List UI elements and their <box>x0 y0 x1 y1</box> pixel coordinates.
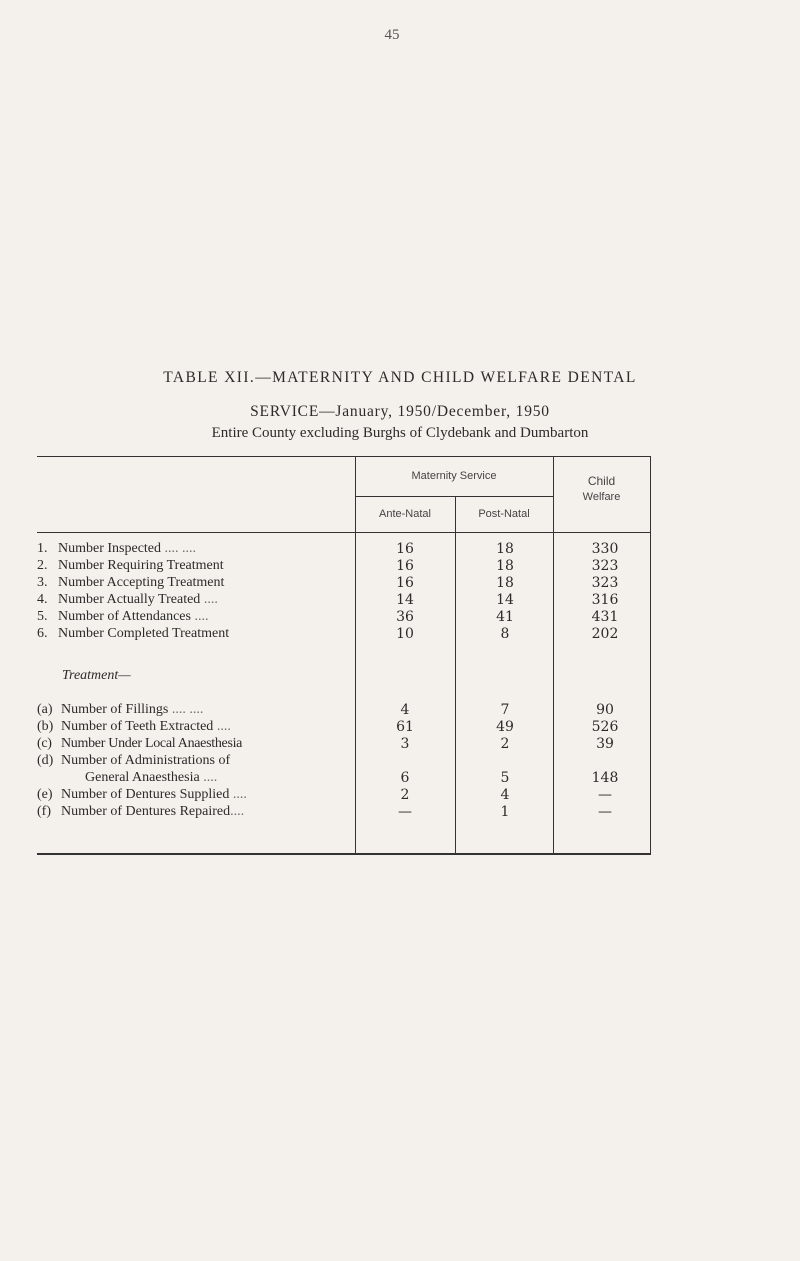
row-number: 3. <box>37 575 48 590</box>
cell-post-natal: 14 <box>496 592 514 608</box>
header-ante-natal: Ante-Natal <box>379 508 431 520</box>
cell-post-natal: 18 <box>496 558 514 574</box>
row-number: (d) <box>37 753 54 768</box>
row-number: 2. <box>37 558 48 573</box>
cell-ante-natal: 16 <box>396 575 414 591</box>
cell-post-natal: 5 <box>500 770 510 786</box>
header-child: Child <box>587 474 616 488</box>
row-text: Number of Dentures Supplied <box>61 787 230 802</box>
row-text: Number Inspected <box>58 541 162 556</box>
cell-child-welfare: 90 <box>596 702 614 718</box>
cell-ante-natal: 3 <box>400 736 410 752</box>
row-text: Number Completed Treatment <box>58 626 230 641</box>
row-label <box>37 609 359 625</box>
title-line-1: TABLE XII.—MATERNITY AND CHILD WELFARE DENTAL <box>163 369 637 386</box>
cell-ante-natal: 10 <box>396 626 414 642</box>
header-maternity: Maternity Service <box>411 470 497 482</box>
row-text: Number Accepting Treatment <box>58 575 225 590</box>
header-child-welfare <box>553 474 650 505</box>
area-description: Entire County excluding Burghs of Clydebank and Dumbarton <box>211 425 589 441</box>
treatment-heading: Treatment— <box>62 668 131 683</box>
cell-child-welfare: — <box>598 804 612 820</box>
leader-dots: .... .... <box>161 541 197 556</box>
cell-child-welfare: 431 <box>591 609 619 625</box>
cell-child-welfare: 330 <box>591 541 619 557</box>
table-top-rule <box>37 456 651 457</box>
row-number: (f) <box>37 804 51 819</box>
cell-ante-natal: 6 <box>400 770 410 786</box>
row-label <box>37 804 359 820</box>
cell-post-natal: 18 <box>496 541 514 557</box>
header-post-natal: Post-Natal <box>478 508 530 520</box>
leader-dots: .... <box>200 592 218 607</box>
cell-ante-natal: 2 <box>400 787 410 803</box>
page-number: 45 <box>384 27 400 43</box>
cell-child-welfare: 323 <box>591 575 619 591</box>
row-label <box>37 719 359 735</box>
cell-ante-natal: 16 <box>396 558 414 574</box>
row-text: Number Under Local Anaesthesia <box>61 736 243 751</box>
cell-child-welfare: — <box>598 787 612 803</box>
cell-post-natal: 41 <box>496 609 514 625</box>
leader-dots: .... <box>199 770 218 785</box>
dental-service-table <box>37 456 651 856</box>
row-text: Number Actually Treated <box>58 592 201 607</box>
row-number: 6. <box>37 626 48 641</box>
row-text: Number Requiring Treatment <box>58 558 224 573</box>
row-number: 5. <box>37 609 48 624</box>
row-label <box>37 592 359 608</box>
row-label <box>37 626 359 642</box>
row-text: Number of Dentures Repaired <box>61 804 231 819</box>
header-welfare: Welfare <box>582 491 621 503</box>
row-label <box>37 702 359 718</box>
leader-dots: .... <box>190 609 209 624</box>
row-number: (a) <box>37 702 53 717</box>
cell-post-natal: 7 <box>500 702 510 718</box>
title-line-2: SERVICE—January, 1950/December, 1950 <box>250 403 550 420</box>
leader-dots: .... .... <box>168 702 204 717</box>
leader-dots: .... <box>213 719 231 734</box>
table-bottom-rule <box>37 853 651 855</box>
row-text: Number of Attendances <box>58 609 191 624</box>
cell-post-natal: 1 <box>500 804 510 820</box>
leader-dots: .... <box>229 787 247 802</box>
row-number: 1. <box>37 541 48 556</box>
cell-post-natal: 2 <box>500 736 510 752</box>
cell-post-natal: 49 <box>496 719 514 735</box>
cell-child-welfare: 39 <box>596 736 614 752</box>
leader-dots: .... <box>230 804 245 819</box>
row-label <box>37 558 359 574</box>
row-label <box>37 753 359 769</box>
row-text: Number of Administrations of <box>61 753 231 768</box>
cell-post-natal: 8 <box>500 626 510 642</box>
cell-child-welfare: 148 <box>591 770 619 786</box>
cell-ante-natal: 16 <box>396 541 414 557</box>
table-title <box>0 368 800 388</box>
row-label <box>37 787 359 803</box>
row-number: (c) <box>37 736 52 751</box>
row-text: Number of Fillings <box>61 702 169 717</box>
row-label <box>37 770 359 786</box>
row-text: General Anaesthesia <box>85 770 200 785</box>
cell-ante-natal: 61 <box>396 719 414 735</box>
row-label <box>37 736 359 752</box>
cell-child-welfare: 323 <box>591 558 619 574</box>
row-number: (e) <box>37 787 53 802</box>
row-number: 4. <box>37 592 48 607</box>
header-bottom-rule <box>37 532 651 533</box>
row-label <box>37 541 359 557</box>
cell-post-natal: 4 <box>500 787 510 803</box>
cell-ante-natal: 14 <box>396 592 414 608</box>
cell-ante-natal: — <box>398 804 412 820</box>
cell-child-welfare: 202 <box>591 626 619 642</box>
cell-ante-natal: 4 <box>400 702 410 718</box>
row-text: Number of Teeth Extracted <box>61 719 214 734</box>
subheader-rule <box>355 496 553 497</box>
cell-ante-natal: 36 <box>396 609 414 625</box>
row-number: (b) <box>37 719 54 734</box>
cell-child-welfare: 316 <box>591 592 619 608</box>
cell-post-natal: 18 <box>496 575 514 591</box>
row-label <box>37 575 359 591</box>
cell-child-welfare: 526 <box>591 719 619 735</box>
